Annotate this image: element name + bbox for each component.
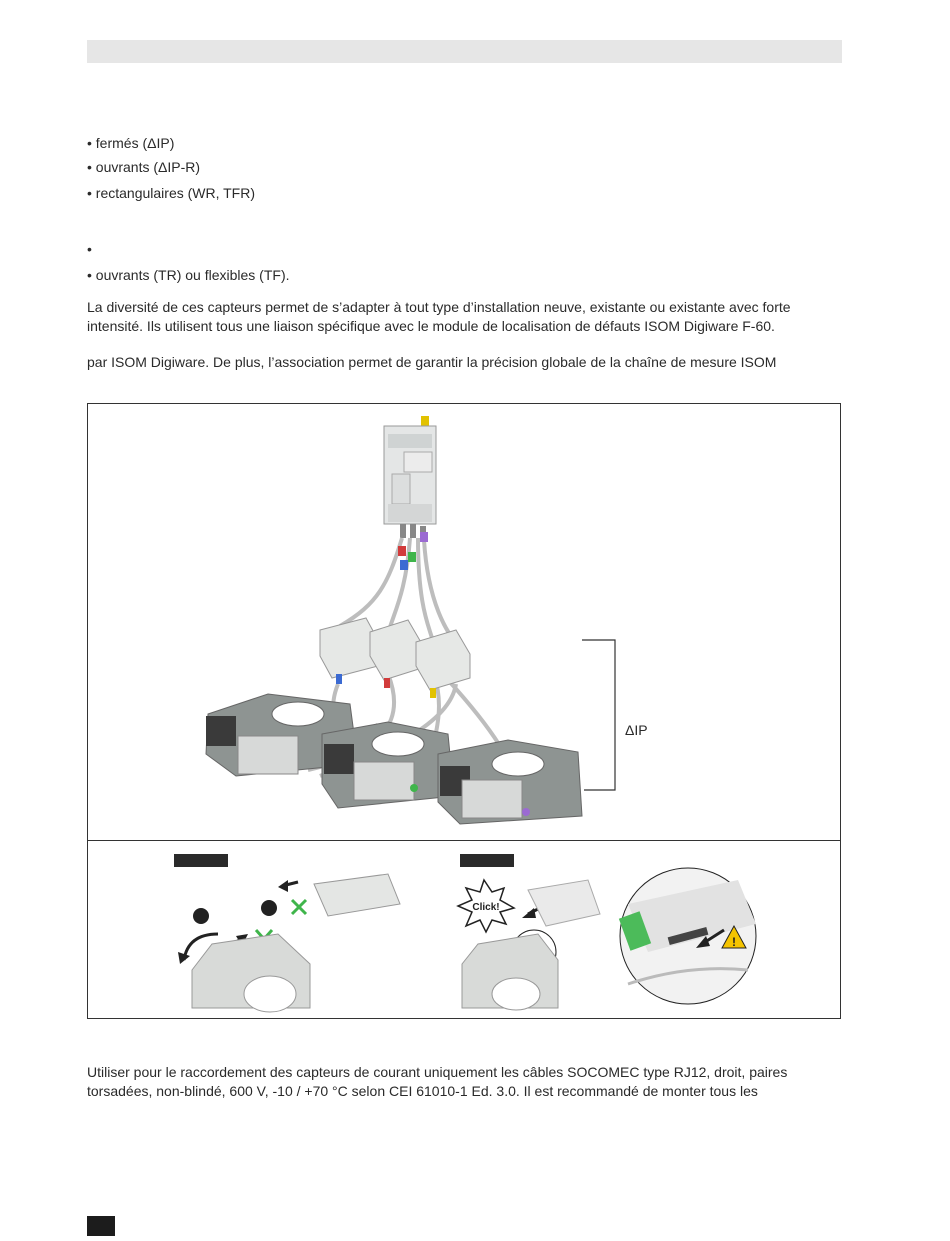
bullet-ouvrant-flexible: • ouvrants (TR) ou flexibles (TF). bbox=[87, 267, 290, 283]
paragraph-association: par ISOM Digiware. De plus, l’association permet de garantir la précision globale de la chaîne de mesure ISOM bbox=[87, 354, 777, 370]
paragraph-diversity: La diversité de ces capteurs permet de s’adapter à tout type d’installation neuve, existante ou existante avec forte intensité. Ils utilisent tous une liaison spécifique avec le module de localisation de défauts ISOM Digiware F-60. bbox=[87, 299, 791, 334]
paragraph-cable-instructions: Utiliser pour le raccordement des capteurs de courant uniquement les câbles SOCOMEC type RJ12, droit, paires torsadées, non-blindé, 600 V, -10 / +70 °C selon CEI 61010-1 Ed. 3.0. Il est recommandé de monter tous les bbox=[87, 1064, 788, 1099]
click-burst-label: Click! bbox=[472, 902, 500, 913]
warning-icon: ! bbox=[732, 935, 736, 949]
step2-illustration bbox=[458, 868, 756, 1010]
bullet-ferme: • fermés (ΔIP) bbox=[87, 135, 175, 151]
step1-illustration bbox=[178, 874, 400, 1012]
bullet-rectangulaire: • rectangulaires (WR, TFR) bbox=[87, 185, 256, 201]
page-number-box bbox=[87, 1216, 115, 1236]
figure-current-sensors bbox=[87, 403, 841, 1019]
figure-divider bbox=[88, 840, 840, 841]
delta-ip-label: ΔIP bbox=[625, 722, 648, 738]
step2-tag bbox=[460, 854, 514, 867]
sensor-illustration bbox=[88, 404, 840, 1018]
section-header-bar bbox=[87, 40, 842, 63]
isom-module-illustration bbox=[384, 416, 436, 540]
bullet-empty: • bbox=[87, 241, 92, 257]
bracket-line bbox=[582, 640, 615, 790]
bullet-ouvrant: • ouvrants (ΔIP-R) bbox=[87, 159, 201, 175]
step1-tag bbox=[174, 854, 228, 867]
